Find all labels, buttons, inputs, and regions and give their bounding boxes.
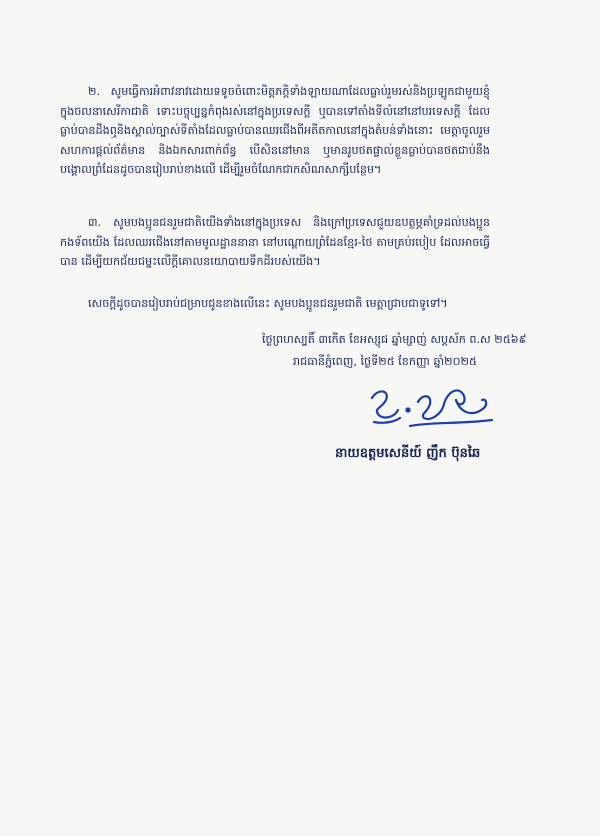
lunar-date: ថ្ងៃព្រហស្បតិ៍ ៣កើត ខែអស្សុជ ឆ្នាំម្សាញ់ សប្តស័ក ព.ស ២៥៦៩ <box>262 333 527 346</box>
signer-name: នាយឧត្តមសេនីយ៍ ញឹក ប៊ុនឆៃ <box>335 446 481 461</box>
paragraph-item-3-number: ៣. <box>88 216 102 229</box>
paragraph-item-3 <box>60 213 490 272</box>
closing-statement: សេចក្តីដូចបានរៀបរាប់ជម្រាបជូនខាងលើនេះ សូមបងប្អូនជនរួមជាតិ មេត្តាជ្រាបជាទូទៅ។ <box>88 297 448 310</box>
place-solar-date: រាជធានីភ្នំពេញ, ថ្ងៃទី២៥ ខែកញ្ញា ឆ្នាំ២០២៥ <box>293 355 477 368</box>
handwritten-signature <box>360 378 500 436</box>
paragraph-item-2-text: សូមធ្វើការអំពាវនាវដោយទទូចចំពោះមិត្តភក្តិទាំងឡាយណាដែលធ្លាប់រួមរស់និងប្រឡូកជាមួយខ្ញុំក្នុងចលនាសេរីកាជាតិ ទោះបច្ចុប្បន្នកំពុងរស់នៅក្នុងប្រទេសក្តី ឬបានទៅតាំងទីលំនៅនៅបរទេសក្តី ដែលធ្លាប់បានដឹងឮនិងស្គាល់ច្បាស់ទីតាំងដែលធ្លាប់បានឈរជើងពីអតីតកាលនៅក្នុងតំបន់ទាំងនោះ មេត្តាចូលរួមសហការផ្តល់ព័ត៌មាន និងឯកសារពាក់ព័ន្ធ បើសិននៅមាន ឬមានរូបថតផ្ទាល់ខ្លួនធ្លាប់បានថតជាប់នឹងបង្គោលព្រំដែនដូចបានរៀបរាប់ខាងលើ ដើម្បីរួមចំណែកជាកសិណសាក្សីបន្ថែម។ <box>60 85 490 176</box>
paragraph-item-3-body <box>60 213 490 272</box>
paragraph-item-2-number: ២. <box>88 85 101 98</box>
paragraph-item-2-body <box>60 82 490 180</box>
paragraph-item-3-text: សូមបងប្អូនជនរួមជាតិយើងទាំងនៅក្នុងប្រទេស និងក្រៅប្រទេសជួយឧបត្ថម្ភគាំទ្រដល់បងប្អូនកងទ័ពយើង ដែលឈរជើងនៅតាមមូលដ្ឋាននានា នៅបណ្តោយព្រំដែនខ្មែរ-ថៃ តាមគ្រប់របៀប ដែលអាចធ្វើបាន ដើម្បីយកជ័យជម្នះលើក្តីគោលនយោបាយទឹកដីរបស់យើង។ <box>60 216 490 268</box>
paragraph-item-2 <box>60 82 490 180</box>
